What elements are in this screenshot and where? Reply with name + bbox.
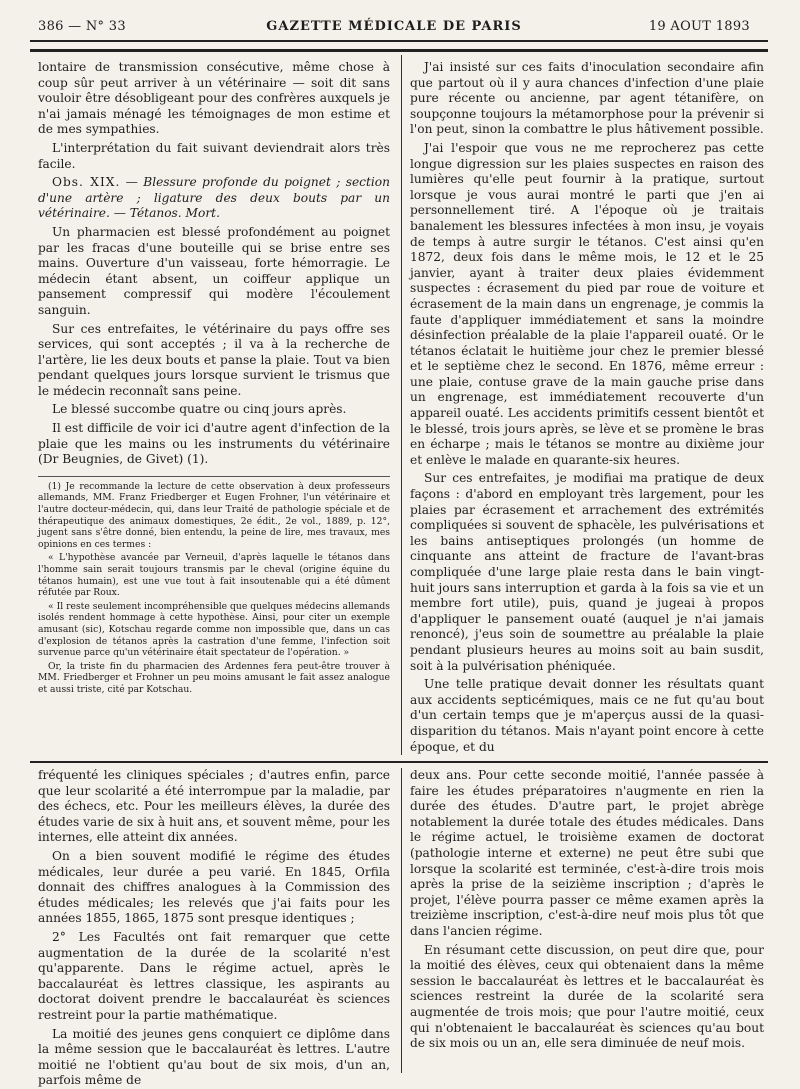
observation-heading: [38, 175, 390, 222]
paragraph: Le blessé succombe quatre ou cinq jours après.: [52, 402, 347, 417]
paragraph: 2° Les Facultés ont fait remarquer que cette augmentation de la durée de la scolarité n'est qu'apparente. Dans le régime actuel, après le baccalauréat ès lettres classique, les aspirants au doctorat doivent prendre le baccalauréat ès sciences restreint pour la partie mathématique.: [38, 929, 390, 1022]
column-divider-bottom: [401, 768, 402, 1073]
observation-number: Obs. XIX.: [52, 175, 121, 190]
page-header: [38, 16, 750, 40]
paragraph: deux ans. Pour cette seconde moitié, l'année passée à faire les études préparatoires n'augmente en rien la durée des études. D'autre part, le projet abrège notablement la durée totale des études médicales. Dans le régime actuel, le troisième examen de doctorat (pathologie interne et externe) ne peut être subi que lorsque la scolarité est terminée, c'est-à-dire trois mois après la prise de la seizième inscription ; d'après le projet, l'élève pourra passer ce même examen après la treizième inscription, c'est-à-dire neuf mois plus tôt que dans l'ancien régime.: [410, 768, 764, 938]
paragraph: Un pharmacien est blessé profondément au poignet par les fracas d'une bouteille qui se brise entre ses mains. Ouverture d'un vaisseau, forte hémorragie. Le médecin étant absent, un coiffeur applique un pansement compressif qui modère l'écoulement sanguin.: [38, 224, 390, 317]
paragraph: Une telle pratique devait donner les résultats quant aux accidents septicémiques, mais ce ne fut qu'au bout d'un certain temps que je m'aperçus aussi de la quasi-disparition du tétanos. Mais n'ayant point encore à cette époque, et du: [410, 677, 764, 754]
footnotes: [38, 476, 390, 696]
column-bottom-left: [38, 768, 390, 1088]
paragraph: lontaire de transmission consécutive, même chose à coup sûr peut arriver à un vétérinaire — soit dit sans vouloir être désobligeant pour des confrères auxquels je n'ai jamais ménagé les témoignages de mon estime et de mes sympathies.: [38, 60, 390, 137]
footnote: « L'hypothèse avancée par Verneuil, d'après laquelle le tétanos dans l'homme sain serait toujours transmis par le cheval (origine équine du tétanos humain), est une vue tout à fait insoutenable qui a été dûment réfutée par Roux.: [38, 552, 390, 599]
paragraph: J'ai l'espoir que vous ne me reprocherez pas cette longue digression sur les plaies suspectes en raison des lumières qu'elle peut fournir à la pratique, surtout lorsque je vous aurai montré le parti que j'en ai personnellement tiré. A l'époque où je traitais banalement les blessures infectées à mon insu, je voyais de temps à autre surgir le tétanos. C'est ainsi qu'en 1872, deux fois dans le même mois, le 12 et le 25 janvier, ayant à traiter deux plaies évidemment suspectes : écrasement du pied par roue de voiture et écrasement de la main dans un engrenage, je commis la faute d'appliquer immédiatement et sans la moindre désinfection préalable de la plaie l'appareil ouaté. Or le tétanos éclatait le huitième jour chez le premier blessé et le septième chez le second. En 1876, même erreur : une plaie, contuse grave de la main gauche prise dans un engrenage, est immédiatement recouverte d'un appareil ouaté. Les accidents primitifs cessent bientôt et le blessé, trois jours après, se lève et se promène le bras en écharpe ; mais le tétanos se montre au dixième jour et enlève le malade en quarante-six heures.: [410, 140, 764, 467]
paragraph: On a bien souvent modifié le régime des études médicales, leur durée a peu varié. En 1845, Orfila donnait des chiffres analogues à la Commission des études médicales; les relevés que j'ai faits pour les années 1855, 1865, 1875 sont presque identiques ;: [38, 848, 390, 926]
issue-date: 19 AOUT 1893: [648, 19, 750, 34]
header-rule-thick: [30, 49, 768, 52]
footnote: « Il reste seulement incompréhensible que quelques médecins allemands isolés rendent hommage à cette hypothèse. Ainsi, pour citer un exemple amusant (sic), Kotschau regarde comme non impossible que, dans un cas d'explosion de tétanos après la castration d'une femme, l'infection soit survenue parce qu'un vétérinaire était spectateur de l'opération. »: [38, 600, 390, 659]
column-top-left: [38, 60, 390, 758]
paragraph: Sur ces entrefaites, je modifiai ma pratique de deux façons : d'abord en employant très largement, pour les plaies par écrasement et arrachement des extrémités compliquées si souvent de sphacèle, les pulvérisations et les bains antiseptiques prolongés (un homme de cinquante ans atteint de fracture de l'avant-bras compliquée d'une large plaie resta dans le bain vingt-huit jours sans interruption et garda à la fois sa vie et un membre fort utile), puis, quand je jugeai à propos d'appliquer le pansement ouaté (auquel je n'ai jamais renoncé), j'eus soin de soumettre au préalable la plaie pendant plusieurs heures au moins soit au bain susdit, soit à la pulvérisation phéniquée.: [410, 471, 764, 673]
observation-title: — Blessure profonde du poignet ; section d'une artère ; ligature des deux bouts par un vétérinaire. — Tétanos. Mort.: [38, 175, 390, 221]
journal-title: GAZETTE MÉDICALE DE PARIS: [266, 19, 522, 34]
footnote: Or, la triste fin du pharmacien des Ardennes fera peut-être trouver à MM. Friedberger et Frohner un peu moins amusant le fait assez analogue et aussi triste, cité par Kotschau.: [38, 660, 390, 695]
column-top-right: [410, 60, 764, 758]
paragraph: En résumant cette discussion, on peut dire que, pour la moitié des élèves, ceux qui obtenaient dans la même session le baccalauréat ès lettres et le baccalauréat ès sciences restreint la durée de la scolarité sera augmentée de trois mois; que pour l'autre moitié, ceux qui n'obtenaient le baccalauréat ès sciences qu'au bout de six mois ou un an, elle sera diminuée de neuf mois.: [410, 942, 764, 1051]
paragraph: J'ai insisté sur ces faits d'inoculation secondaire afin que partout où il y aura chances d'infection d'une plaie pure récente ou ancienne, par agent tétanifère, on soupçonne toujours la métamorphose pour la prévenir si l'on peut, sinon la combattre le plus hâtivement possible.: [410, 60, 764, 137]
paragraph: Sur ces entrefaites, le vétérinaire du pays offre ses services, qui sont acceptés ; il va à la recherche de l'artère, lie les deux bouts et panse la plaie. Tout va bien pendant quelques jours lorsque survient le trismus que le médecin reconnaît sans peine.: [38, 321, 390, 398]
paragraph: La moitié des jeunes gens conquiert ce diplôme dans la même session que le baccalauréat ès lettres. L'autre moitié ne l'obtient qu'au bout de six mois, d'un an, parfois même de: [38, 1026, 390, 1088]
paragraph: Il est difficile de voir ici d'autre agent d'infection de la plaie que les mains ou les instruments du vétérinaire (Dr Beugnies, de Givet) (1).: [38, 421, 390, 467]
paragraph: fréquenté les cliniques spéciales ; d'autres enfin, parce que leur scolarité a été interrompue par la maladie, par des échecs, etc. Pour les meilleurs élèves, la durée des études varie de six à huit ans, et souvent même, pour les internes, elle atteint dix années.: [38, 768, 390, 845]
header-rule: [30, 40, 768, 42]
paragraph: L'interprétation du fait suivant deviendrait alors très facile.: [38, 140, 390, 171]
column-bottom-right: [410, 768, 764, 1078]
column-divider-top: [401, 55, 402, 755]
section-divider: [30, 761, 768, 763]
footnote: (1) Je recommande la lecture de cette observation à deux professeurs allemands, MM. Franz Friedberger et Eugen Frohner, l'un vétérinaire et l'autre docteur-médecin, qui, dans leur Traité de pathologie spéciale et de thérapeutique des animaux domestiques, 2e édit., 2e vol., 1889, p. 12°, jugent sans s'être donné, bien entendu, la peine de lire, mes travaux, mes opinions en ces termes :: [38, 480, 390, 550]
page-number: 386 — N° 33: [38, 19, 126, 34]
